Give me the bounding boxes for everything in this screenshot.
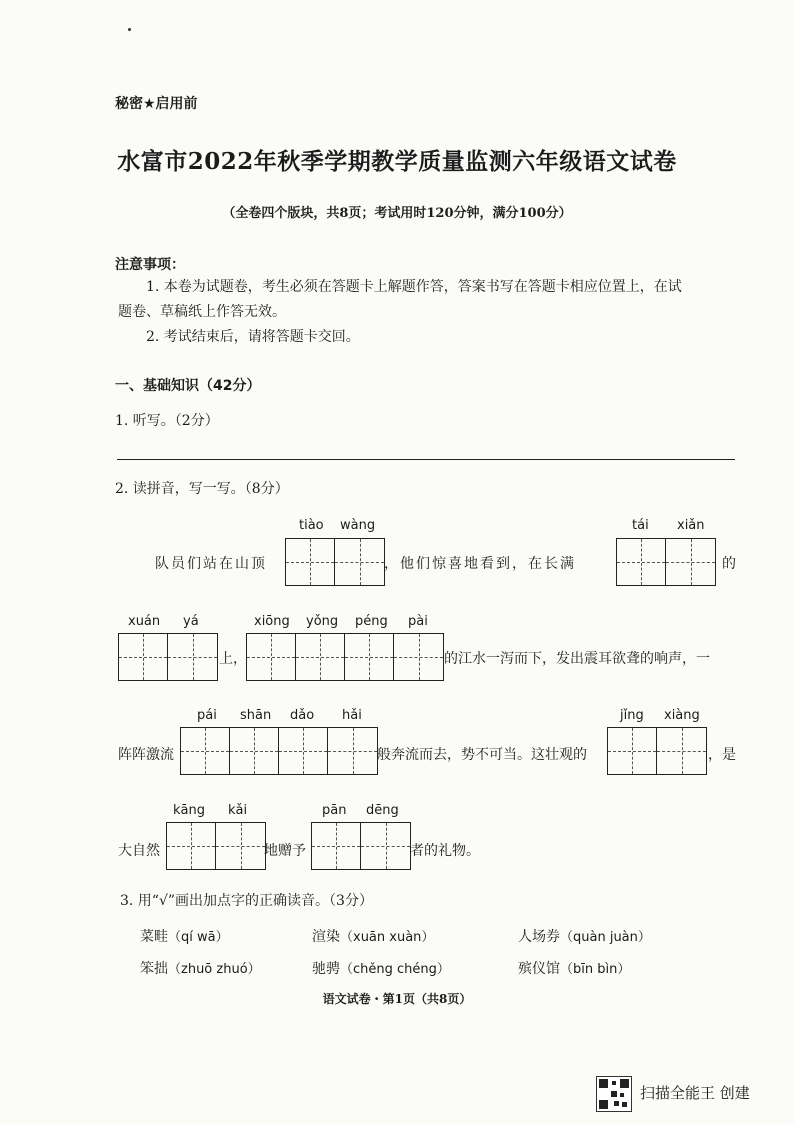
q2-text-row3-b: 般奔流而去，势不可当。这壮观的 — [377, 747, 587, 763]
grid-cell[interactable] — [335, 539, 384, 585]
qr-code-icon — [596, 1076, 632, 1112]
grid-cell[interactable] — [617, 539, 666, 585]
dictation-answer-line — [117, 459, 735, 460]
q2-text-row1-c: 的 — [722, 556, 736, 572]
note-1-line-1: 1. 本卷为试题卷，考生必须在答题卡上解题作答，答案书写在答题卡相应位置上，在试 — [146, 279, 682, 295]
writing-grid-xuanya[interactable] — [118, 633, 218, 681]
grid-cell[interactable] — [345, 634, 394, 680]
writing-grid-xiongyongpengpai[interactable] — [246, 633, 444, 681]
grid-cell[interactable] — [119, 634, 168, 680]
scan-speck — [128, 28, 131, 31]
grid-cell[interactable] — [286, 539, 335, 585]
q3-word: 驰骋 — [312, 961, 340, 977]
grid-cell[interactable] — [296, 634, 345, 680]
grid-cell[interactable] — [608, 728, 657, 774]
pinyin-jing: jǐng — [620, 708, 644, 723]
pinyin-pan: pān — [322, 803, 347, 818]
grid-cell[interactable] — [167, 823, 216, 869]
grid-cell[interactable] — [361, 823, 410, 869]
q3-item-chicheng[interactable] — [312, 958, 450, 978]
q3-item-xuanran[interactable] — [312, 926, 434, 946]
grid-cell[interactable] — [394, 634, 443, 680]
writing-grid-pandeng[interactable] — [311, 822, 411, 870]
pinyin-kang: kāng — [173, 803, 205, 818]
section-1-heading: 一、基础知识（42分） — [115, 378, 261, 394]
pinyin-wang: wàng — [340, 518, 376, 533]
q3-item-benzhuo[interactable] — [140, 958, 261, 978]
q3-item-binyiguan[interactable] — [518, 958, 630, 978]
page-footer: 语文试卷・第1页（共8页） — [322, 992, 472, 1006]
pinyin-pai: pài — [408, 614, 428, 629]
q2-text-row3-c: ，是 — [708, 747, 736, 763]
q3-item-caiqi[interactable] — [140, 926, 229, 946]
confidential-label: 秘密★启用前 — [115, 96, 198, 112]
writing-grid-jingxiang[interactable] — [607, 727, 707, 775]
pinyin-pai2: pái — [197, 708, 217, 723]
grid-cell[interactable] — [666, 539, 715, 585]
pinyin-kai: kǎi — [228, 803, 248, 818]
exam-subtitle: （全卷四个版块，共8页；考试用时120分钟，满分100分） — [222, 206, 572, 221]
grid-cell[interactable] — [181, 728, 230, 774]
q2-text-row1-a: 队员们站在山顶 — [155, 556, 267, 572]
q3-options[interactable]: （zhuō zhuó） — [168, 962, 261, 977]
pinyin-xian: xiǎn — [677, 518, 705, 533]
question-3: 3. 用“√”画出加点字的正确读音。（3分） — [120, 893, 373, 909]
question-2: 2. 读拼音，写一写。（8分） — [115, 481, 289, 497]
q3-word: 渲染 — [312, 929, 340, 945]
q2-text-row4-b: 地赠予 — [264, 843, 306, 859]
pinyin-tai: tái — [632, 518, 649, 533]
pinyin-hai: hǎi — [342, 708, 362, 723]
q3-options[interactable]: （bīn bìn） — [560, 962, 631, 977]
grid-cell[interactable] — [657, 728, 706, 774]
grid-cell[interactable] — [328, 728, 377, 774]
q2-text-row3-a: 阵阵激流 — [118, 747, 174, 763]
q3-options[interactable]: （qí wā） — [168, 930, 229, 945]
q2-text-row4-a: 大自然 — [118, 843, 160, 859]
note-1-line-2: 题卷、草稿纸上作答无效。 — [118, 304, 286, 320]
writing-grid-kangkai[interactable] — [166, 822, 266, 870]
pinyin-peng: péng — [355, 614, 388, 629]
grid-cell[interactable] — [279, 728, 328, 774]
notes-heading: 注意事项： — [115, 257, 185, 273]
grid-cell[interactable] — [230, 728, 279, 774]
grid-cell[interactable] — [168, 634, 217, 680]
exam-title: 水富市2022年秋季学期教学质量监测六年级语文试卷 — [117, 148, 677, 175]
q2-text-row2-a: 上， — [219, 651, 247, 667]
q3-word: 人场券 — [518, 929, 560, 945]
q3-word: 殡仪馆 — [518, 961, 560, 977]
pinyin-xiang: xiàng — [664, 708, 700, 723]
pinyin-tiao: tiào — [299, 518, 324, 533]
pinyin-ya: yá — [183, 614, 199, 629]
writing-grid-tiaowang[interactable] — [285, 538, 385, 586]
pinyin-dao: dǎo — [290, 708, 315, 723]
pinyin-deng: dēng — [366, 803, 399, 818]
pinyin-xuan: xuán — [128, 614, 161, 629]
writing-grid-taixian[interactable] — [616, 538, 716, 586]
q3-options[interactable]: （quàn juàn） — [560, 930, 651, 945]
q3-options[interactable]: （chěng chéng） — [340, 962, 450, 977]
q2-text-row4-c: 者的礼物。 — [410, 843, 480, 859]
q2-text-row1-b: ，他们惊喜地看到，在长满 — [384, 556, 576, 572]
note-2: 2. 考试结束后，请将答题卡交回。 — [146, 329, 360, 345]
q2-text-row2-b: 的江水一泻而下，发出震耳欲聋的响声，一 — [444, 651, 710, 667]
scanner-brand-text: 扫描全能王 创建 — [640, 1084, 750, 1102]
pinyin-xiong: xiōng — [254, 614, 290, 629]
q3-word: 菜畦 — [140, 929, 168, 945]
question-1: 1. 听写。（2分） — [115, 413, 219, 429]
q3-item-rucangquan[interactable] — [518, 926, 651, 946]
grid-cell[interactable] — [216, 823, 265, 869]
pinyin-shan: shān — [240, 708, 272, 723]
grid-cell[interactable] — [247, 634, 296, 680]
writing-grid-paishandaohai[interactable] — [180, 727, 378, 775]
grid-cell[interactable] — [312, 823, 361, 869]
q3-options[interactable]: （xuān xuàn） — [340, 930, 435, 945]
pinyin-yong: yǒng — [306, 614, 339, 629]
q3-word: 笨拙 — [140, 961, 168, 977]
